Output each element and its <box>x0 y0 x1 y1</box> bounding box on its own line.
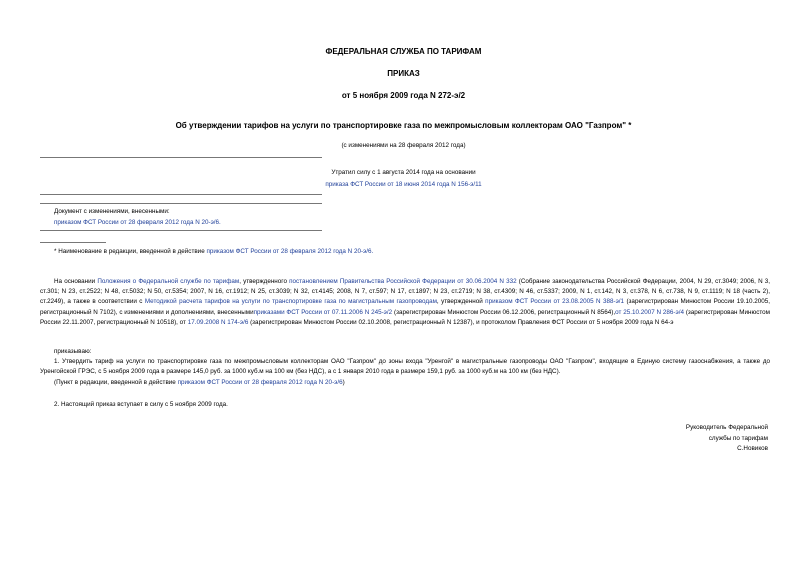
signature-name: С.Новиков <box>737 445 768 452</box>
item-1-note <box>40 378 770 388</box>
preamble-link[interactable]: приказами ФСТ России от 07.11.2006 N 245-э/2 <box>253 308 393 316</box>
signature-block <box>686 423 768 455</box>
item-1-note-link[interactable]: приказом ФСТ России от 28 февраля 2012 года N 20-э/6 <box>177 379 343 386</box>
doc-title: Об утверждении тарифов на услуги по транспортировке газа по межпромысловым коллекторам ОАО "Газпром" * <box>175 121 632 130</box>
changes-label: Документ с изменениями, внесенными: <box>54 208 170 215</box>
item-2-text: 2. Настоящий приказ вступает в силу с 5 ноября 2009 года. <box>54 401 228 408</box>
footnote-rule <box>40 242 106 243</box>
preamble-link[interactable]: от 25.10.2007 N 286-э/4 <box>615 308 684 316</box>
preamble-paragraph <box>40 277 770 328</box>
footnote-link[interactable]: приказом ФСТ России от 28 февраля 2012 года N 20-э/6. <box>206 248 374 255</box>
item-1-note-text: (Пункт в редакции, введенной в действие <box>54 379 176 386</box>
preamble-text: На основании <box>54 278 96 285</box>
signature-title: службы по тарифам <box>708 434 768 442</box>
item-2 <box>40 400 770 410</box>
divider <box>40 203 322 204</box>
preamble-text: (Собрание законодательства Российской Федерации, 2004, N 29, ст.3049; 2006, N 3, ст.301; N 23, ст.2522; N 48, ст.5032; N 50, ст.5354; 2007, N 16, ст.1912; N 25, ст.3039; N 32, ст.4145; 2008, N 7, ст.597; N 17, ст.1897; N 23, ст.2719; N 38, ст.4309; N 46, ст.5337; 2009, N 1, ст.142, N 3, ст.378, N 6, ст.738, N 9, ст.1119; N 18 (часть 2), ст.2249), а также в соответствии с <box>40 278 771 306</box>
order-word <box>40 347 770 357</box>
preamble-text: , утвержденной <box>436 298 483 306</box>
amendment-note: (с изменениями на 28 февраля 2012 года) <box>341 142 466 149</box>
divider <box>40 230 322 231</box>
preamble-text: (зарегистрирован Минюстом России 22.11.2007, регистрационный N 10518), от <box>40 308 770 326</box>
order-word-text: приказываю: <box>54 348 92 355</box>
footnote <box>54 247 373 256</box>
item-1 <box>40 357 770 377</box>
doc-type-heading: ПРИКАЗ <box>387 69 420 78</box>
preamble-text: (зарегистрирован Минюстом России 02.10.2008, регистрационный N 12387), и протоколом Правления ФСТ России от 5 ноября 2009 года N 64-э <box>250 318 674 326</box>
item-1-text: 1. Утвердить тариф на услуги по транспортировке газа по межпромысловым коллекторам ОАО "Газпром" до зоны входа "Уренгой" в магистральные газопроводы ОАО "Газпром", входящие в Единую систему газоснабжения, а также до Уренгойской ГРЭС, с 5 ноября 2009 года в размере 145,0 руб. за 1000 куб.м на 100 км (без НДС), а с 1 января 2010 года в размере 159,1 руб. за 1000 куб.м на 100 км (без НДС). <box>40 358 770 376</box>
preamble-link[interactable]: постановлением Правительства Российской Федерации от 30.06.2004 N 332 <box>289 278 517 285</box>
preamble-link[interactable]: приказом ФСТ России от 23.08.2005 N 388-э/1 <box>485 298 625 306</box>
preamble-text: , утвержденного <box>239 278 287 285</box>
divider <box>40 194 322 195</box>
signature-title: Руководитель Федеральной <box>685 424 768 431</box>
status-link[interactable]: приказа ФСТ России от 18 июня 2014 года N 156-э/11 <box>325 181 482 188</box>
changes-link[interactable]: приказом ФСТ России от 28 февраля 2012 года N 20-э/6. <box>54 219 221 226</box>
preamble-text: (зарегистрирован Минюстом России 19.10.2005, регистрационный N 7102), с изменениями и дополнениями, внесенными <box>40 298 771 316</box>
preamble-text: (зарегистрирован Минюстом России 06.12.2006, регистрационный N 8564), <box>393 308 616 316</box>
item-1-note-text: ) <box>342 379 345 386</box>
preamble-link[interactable]: Методикой расчета тарифов на услуги по транспортировке газа по магистральным газопроводам <box>144 298 437 306</box>
agency-heading: ФЕДЕРАЛЬНАЯ СЛУЖБА ПО ТАРИФАМ <box>325 47 482 56</box>
preamble-link[interactable]: 17.09.2008 N 174-э/6 <box>187 318 249 326</box>
divider <box>40 157 322 158</box>
status-line: Утратил силу с 1 августа 2014 года на основании <box>331 169 476 176</box>
doc-date-number: от 5 ноября 2009 года N 272-э/2 <box>341 91 466 100</box>
footnote-text: * Наименование в редакции, введенной в действие <box>54 248 205 255</box>
preamble-link[interactable]: Положения о Федеральной службе по тарифам <box>97 278 240 285</box>
